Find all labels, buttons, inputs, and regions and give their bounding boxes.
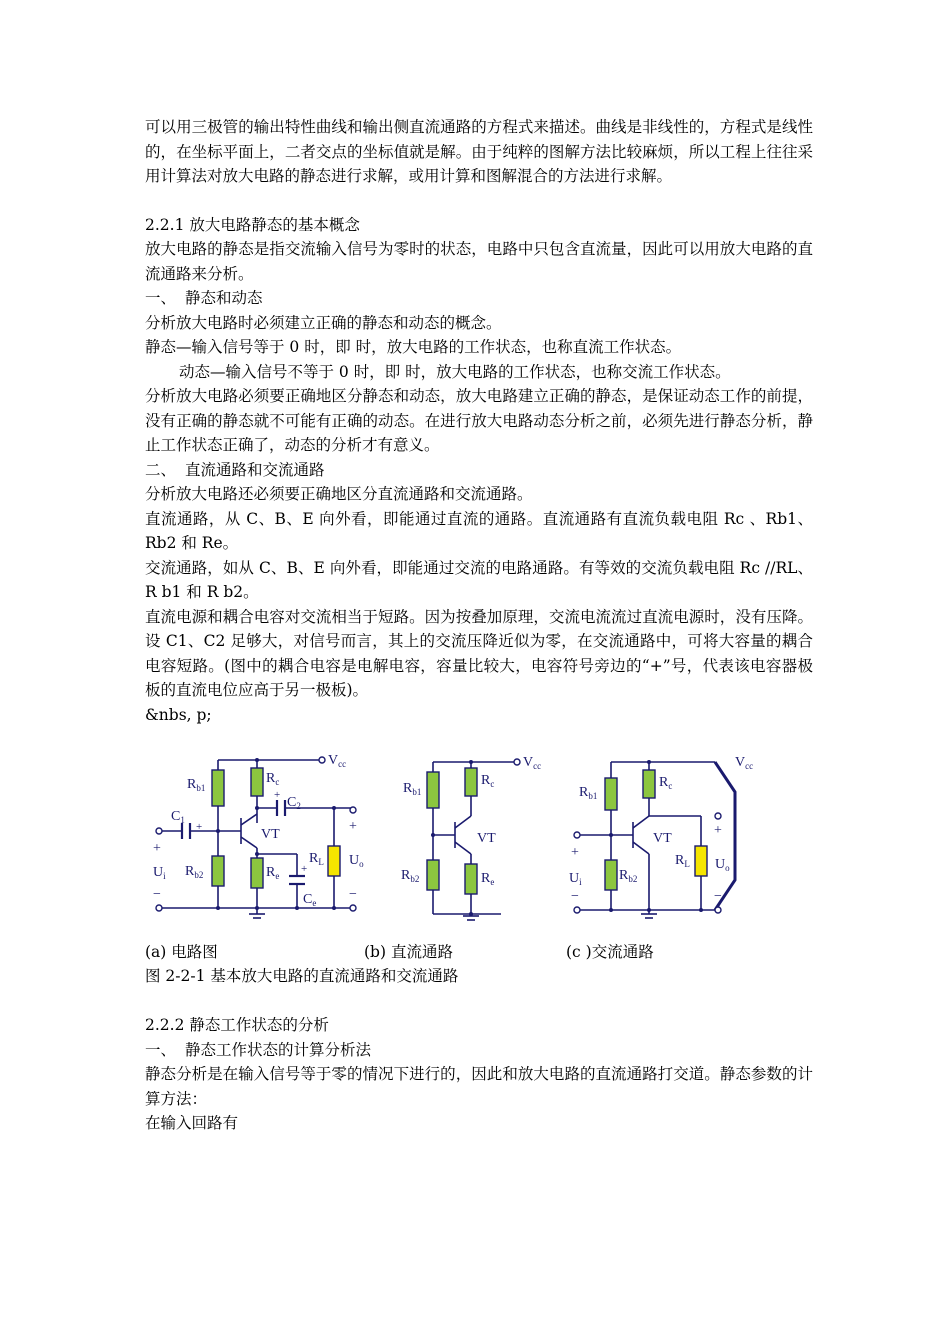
- paragraph: 静态—输入信号等于 0 时，即 时，放大电路的工作状态，也称直流工作状态。: [145, 338, 682, 356]
- uo-plus: +: [714, 823, 722, 838]
- ui-label: $U_i$: [569, 871, 582, 887]
- caption-b: (b) 直流通路: [364, 943, 453, 961]
- ui-minus: −: [153, 887, 161, 902]
- uo-label: $U_o$: [349, 853, 364, 869]
- re-label: $R_e$: [481, 871, 495, 887]
- ui-plus: +: [153, 841, 161, 856]
- caption-a: (a) 电路图: [145, 943, 218, 961]
- list-marker: 二、: [145, 460, 177, 479]
- c2-label: $C_2$: [287, 795, 301, 811]
- uo-minus: −: [714, 889, 722, 904]
- paragraph: 直流通路，从 C、B、E 向外看，即能通过直流的通路。直流通路有直流负载电阻 Rc 、Rb1、Rb2 和 Re。: [145, 509, 813, 552]
- vcc-label: $V_{cc}$: [523, 755, 542, 771]
- re-label: $R_e$: [266, 865, 280, 881]
- vt-label: VT: [261, 827, 280, 842]
- paragraph: 动态—输入信号不等于 0 时，即 时，放大电路的工作状态，也称交流工作状态。: [179, 362, 731, 381]
- paragraph: 交流通路，如从 C、B、E 向外看，即能通过交流的电路通路。有等效的交流负载电阻 Rc //RL、R b1 和 R b2。: [145, 558, 813, 601]
- list-marker: 一、: [145, 289, 177, 307]
- section-heading-2-2-1: 2.2.1 放大电路静态的基本概念: [145, 215, 360, 234]
- circuit-figure: [145, 748, 813, 923]
- list-item-calc-method: [145, 1038, 813, 1063]
- paragraph: 分析放大电路时必须建立正确的静态和动态的概念。: [145, 313, 502, 332]
- vcc-label: $V_{cc}$: [735, 755, 754, 771]
- figure-caption-row: [145, 940, 813, 964]
- rl-label: $R_L$: [675, 853, 690, 869]
- rc-label: $R_c$: [266, 771, 280, 787]
- polarity-mark: +: [301, 863, 308, 875]
- rl-label: $R_L$: [309, 851, 324, 867]
- list-item-dc-ac-path: [145, 458, 813, 483]
- rb2-label: $R_{b2}$: [185, 864, 204, 880]
- list-marker: 一、: [145, 1040, 177, 1059]
- ui-minus: −: [571, 889, 579, 904]
- vt-label: VT: [477, 831, 496, 846]
- list-item-static-dynamic: [145, 286, 813, 311]
- figure-title: 图 2-2-1 基本放大电路的直流通路和交流通路: [145, 967, 459, 985]
- section-heading-2-2-2: 2.2.2 静态工作状态的分析: [145, 1016, 329, 1034]
- uo-plus: +: [349, 819, 357, 834]
- uo-label: $U_o$: [715, 857, 730, 873]
- paragraph: 直流电源和耦合电容对交流相当于短路。因为按叠加原理，交流电流流过直流电源时，没有压降。设 C1、C2 足够大，对信号而言，其上的交流压降近似为零，在交流通路中，可将大容量的耦合电容短路。(图中的耦合电容是电解电容，容量比较大，电容符号旁边的“+”号，代表该电容器极板的直流电位应高于另一极板)。: [145, 607, 813, 699]
- paragraph: 在输入回路有: [145, 1114, 239, 1132]
- list-item-title: 静态工作状态的计算分析法: [185, 1040, 372, 1059]
- intro-section: [145, 115, 813, 727]
- vcc-label: $V_{cc}$: [328, 753, 347, 769]
- caption-c: (c )交流通路: [566, 943, 654, 961]
- rb1-label: $R_{b1}$: [579, 785, 598, 801]
- paragraph: 放大电路的静态是指交流输入信号为零时的状态，电路中只包含直流量，因此可以用放大电路的直流通路来分析。: [145, 240, 813, 283]
- rb2-label: $R_{b2}$: [401, 868, 420, 884]
- paragraph: &nbs, p;: [145, 705, 212, 724]
- rc-label: $R_c$: [659, 775, 673, 791]
- ui-plus: +: [571, 845, 579, 860]
- intro-paragraph: 可以用三极管的输出特性曲线和输出侧直流通路的方程式来描述。曲线是非线性的，方程式是线性的，在坐标平面上，二者交点的坐标值就是解。由于纯粹的图解方法比较麻烦，所以工程上往往采用计算法对放大电路的静态进行求解，或用计算和图解混合的方法进行求解。: [145, 118, 813, 185]
- rb2-label: $R_{b2}$: [619, 868, 638, 884]
- paragraph: 静态分析是在输入信号等于零的情况下进行的，因此和放大电路的直流通路打交道。静态参数的计算方法：: [145, 1065, 813, 1108]
- section-2-2-2: [145, 1013, 813, 1136]
- list-item-title: 静态和动态: [185, 289, 263, 307]
- polarity-mark: +: [274, 789, 281, 801]
- paragraph: 分析放大电路必须要正确地区分静态和动态，放大电路建立正确的静态，是保证动态工作的前提，没有正确的静态就不可能有正确的动态。在进行放大电路动态分析之前，必须先进行静态分析，静止工作状态正确了，动态的分析才有意义。: [145, 387, 813, 454]
- c1-label: $C_1$: [171, 809, 185, 825]
- polarity-mark: +: [196, 821, 203, 833]
- ui-label: $U_i$: [153, 865, 166, 881]
- vt-label: VT: [653, 831, 672, 846]
- rb1-label: $R_{b1}$: [403, 781, 422, 797]
- paragraph: 分析放大电路还必须要正确地区分直流通路和交流通路。: [145, 485, 533, 503]
- list-item-title: 直流通路和交流通路: [185, 460, 325, 479]
- rb1-label: $R_{b1}$: [187, 777, 206, 793]
- ce-label: $C_e$: [303, 892, 317, 908]
- uo-minus: −: [349, 887, 357, 902]
- rc-label: $R_c$: [481, 773, 495, 789]
